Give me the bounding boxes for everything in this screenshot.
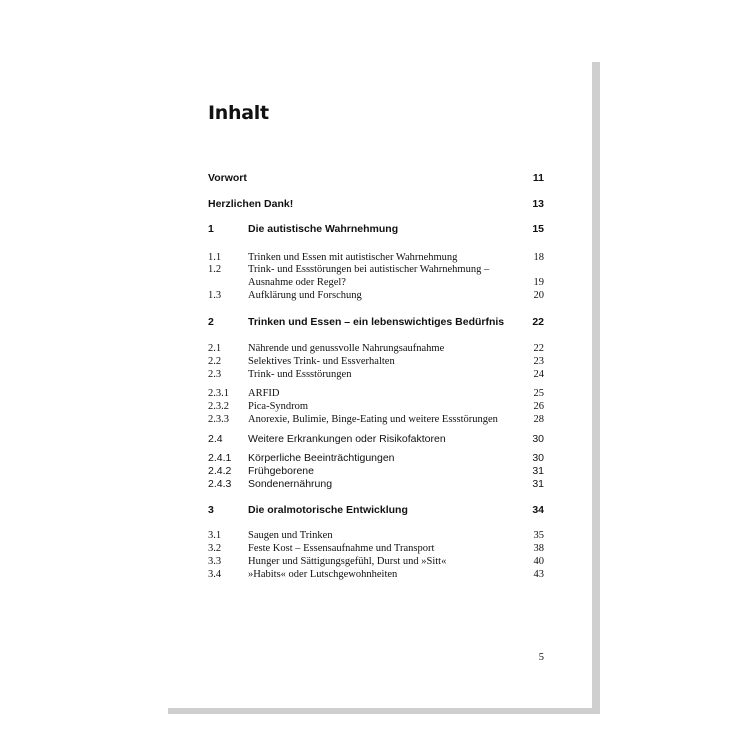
- toc-entry-page: 18: [533, 252, 544, 263]
- toc-entry: [208, 277, 544, 291]
- toc-entry-number: 1: [208, 223, 214, 235]
- toc-entry: [208, 452, 544, 466]
- toc-entry-page: 20: [533, 290, 544, 301]
- toc-entry-page: 31: [532, 478, 544, 490]
- toc-entry-number: 3.3: [208, 556, 222, 567]
- toc-entry-title: Trink- und Essstörungen: [248, 369, 352, 380]
- toc-entry-number: 2.2: [208, 356, 222, 367]
- toc-entry-title: Frühgeborene: [248, 465, 314, 477]
- toc-entry: [208, 556, 544, 570]
- toc-entry: [208, 414, 544, 428]
- toc-entry-title: Hunger und Sättigungsgefühl, Durst und »Sitt«: [248, 556, 447, 567]
- toc-entry-number: 2.4.3: [208, 478, 232, 490]
- toc-entry-number: 3: [208, 504, 214, 516]
- toc-entry: [208, 388, 544, 402]
- toc-entry-page: 15: [532, 223, 544, 235]
- toc-entry-page: 13: [532, 198, 544, 210]
- toc-entry-number: 1.1: [208, 252, 222, 263]
- toc-entry-title: Körperliche Beeinträchtigungen: [248, 452, 395, 464]
- toc-entry-number: 2.3: [208, 369, 222, 380]
- toc-entry-number: 2.4.2: [208, 465, 232, 477]
- toc-entry-number: 1.3: [208, 290, 222, 301]
- toc-entry: [208, 343, 544, 357]
- toc-entry-page: 25: [533, 388, 544, 399]
- toc-entry-number: 2.4: [208, 433, 223, 445]
- toc-entry: [208, 290, 544, 304]
- toc-entry: [208, 223, 544, 237]
- toc-entry: [208, 543, 544, 557]
- toc-entry: [208, 264, 544, 278]
- toc-entry: [208, 369, 544, 383]
- toc-entry-title: Saugen und Trinken: [248, 530, 333, 541]
- toc-entry-title: »Habits« oder Lutschgewohnheiten: [248, 569, 398, 580]
- page-number: 5: [538, 652, 544, 663]
- toc-entry-title: Pica-Syndrom: [248, 401, 309, 412]
- toc-entry-number: 2.3.2: [208, 401, 229, 412]
- book-page: [160, 56, 592, 708]
- toc-entry: [208, 433, 544, 447]
- toc-entry-page: 28: [533, 414, 544, 425]
- toc-entry-title: Die oralmotorische Entwicklung: [248, 504, 408, 516]
- toc-entry: [208, 316, 544, 330]
- toc-entry-title: Feste Kost – Essensaufnahme und Transport: [248, 543, 435, 554]
- toc-entry-title: Trinken und Essen – ein lebenswichtiges Bedürfnis: [248, 316, 505, 328]
- toc-entry: [208, 172, 544, 186]
- toc-entry-page: 35: [533, 530, 544, 541]
- toc-entry-title: Sondenernährung: [248, 478, 333, 490]
- toc-entry-title: Die autistische Wahrnehmung: [248, 223, 399, 235]
- toc-entry-page: 38: [533, 543, 544, 554]
- toc-entry-page: 30: [532, 433, 544, 445]
- toc-entry-page: 34: [532, 504, 544, 516]
- toc-entry-number: 3.2: [208, 543, 222, 554]
- toc-entry-title: Aufklärung und Forschung: [248, 290, 362, 301]
- toc-entry-page: 30: [532, 452, 544, 464]
- toc-entry-page: 26: [533, 401, 544, 412]
- toc-entry: [208, 401, 544, 415]
- toc-entry: [208, 478, 544, 492]
- toc-entry-page: 40: [533, 556, 544, 567]
- toc-entry-number: 2.1: [208, 343, 222, 354]
- toc-entry-page: 11: [532, 172, 544, 184]
- toc-entry-number: 3.4: [208, 569, 222, 580]
- toc-entry-page: 22: [533, 343, 544, 354]
- toc-entry-title: Weitere Erkrankungen oder Risikofaktoren: [248, 433, 446, 445]
- toc-entry-number: 2: [208, 316, 214, 328]
- toc-entry-title: Trink- und Essstörungen bei autistischer Wahrnehmung –: [248, 264, 490, 275]
- toc-entry-title: Ausnahme oder Regel?: [248, 277, 346, 288]
- toc-entry-number: 2.3.1: [208, 388, 229, 399]
- toc-entry-title: Trinken und Essen mit autistischer Wahrnehmung: [248, 252, 458, 263]
- toc-entry-number: 3.1: [208, 530, 222, 541]
- toc-entry: [208, 569, 544, 583]
- toc-entry-title: Herzlichen Dank!: [208, 198, 294, 210]
- toc-entry-number: 2.4.1: [208, 452, 232, 464]
- toc-entry: [208, 465, 544, 479]
- toc-entry-page: 19: [533, 277, 544, 288]
- toc-entry: [208, 504, 544, 518]
- toc-entry-title: Vorwort: [208, 172, 247, 184]
- toc-entry-number: 1.2: [208, 264, 222, 275]
- toc-entry-title: Nährende und genussvolle Nahrungsaufnahme: [248, 343, 445, 354]
- toc-entry: [208, 198, 544, 212]
- toc-entry: [208, 356, 544, 370]
- toc-entry-number: 2.3.3: [208, 414, 229, 425]
- toc-entry: [208, 530, 544, 544]
- toc-entry-page: 24: [533, 369, 544, 380]
- toc-entry-page: 43: [533, 569, 544, 580]
- toc-entry-page: 23: [533, 356, 544, 367]
- toc-entry-page: 31: [532, 465, 544, 477]
- toc-entry-title: Anorexie, Bulimie, Binge-Eating und weitere Essstörungen: [248, 414, 498, 425]
- toc-entry-title: ARFID: [248, 388, 280, 399]
- page-title: Inhalt: [208, 102, 269, 124]
- toc-entry-page: 22: [532, 316, 544, 328]
- toc-entry-title: Selektives Trink- und Essverhalten: [248, 356, 395, 367]
